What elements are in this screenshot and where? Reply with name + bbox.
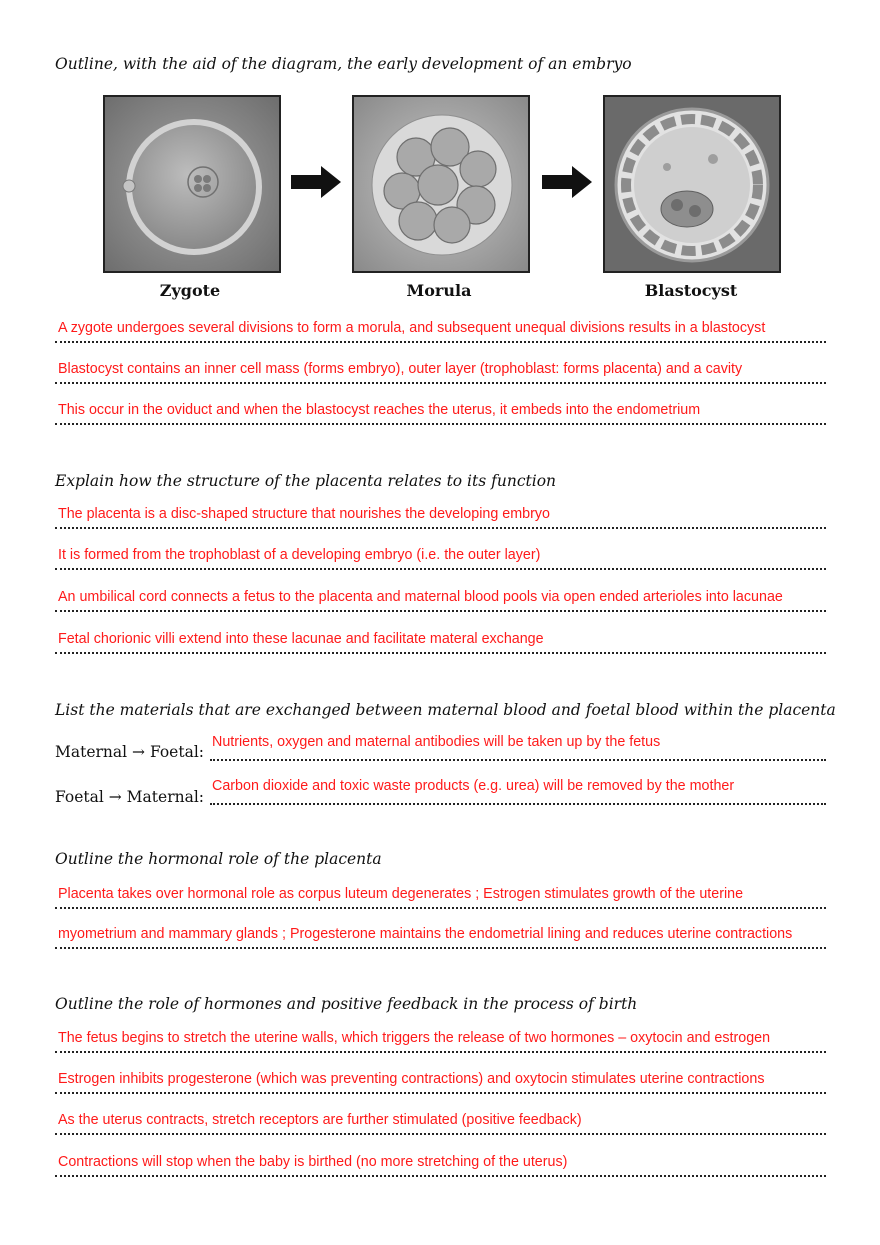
answer-line[interactable] (55, 1025, 826, 1053)
answer-text: Carbon dioxide and toxic waste products (e.g. urea) will be removed by the mother (212, 778, 735, 794)
answer-text: myometrium and mammary glands ; Progesterone maintains the endometrial lining and reduces uterine contractions (58, 926, 793, 942)
answer-line[interactable] (55, 1149, 826, 1177)
answer-text: Blastocyst contains an inner cell mass (forms embryo), outer layer (trophoblast: forms placenta) and a cavity (58, 361, 743, 377)
answer-text: The placenta is a disc-shaped structure that nourishes the developing embryo (58, 506, 550, 522)
answer-text: Nutrients, oxygen and maternal antibodies will be taken up by the fetus (212, 734, 661, 750)
answer-text: Estrogen inhibits progesterone (which was preventing contractions) and oxytocin stimulates uterine contractions (58, 1071, 765, 1087)
answer-text: A zygote undergoes several divisions to form a morula, and subsequent unequal divisions results in a blastocyst (58, 320, 766, 336)
question-embryo-development: Outline, with the aid of the diagram, the early development of an embryo (55, 55, 632, 73)
question-materials-exchanged: List the materials that are exchanged between maternal blood and foetal blood within the placenta (55, 701, 836, 719)
answer-line[interactable] (55, 397, 826, 425)
answer-line[interactable] (55, 356, 826, 384)
caption-morula: Morula (406, 281, 472, 300)
caption-zygote: Zygote (159, 281, 221, 300)
answer-text: An umbilical cord connects a fetus to the placenta and maternal blood pools via open ended arterioles into lacunae (58, 589, 783, 605)
caption-blastocyst: Blastocyst (644, 281, 738, 300)
answer-text: The fetus begins to stretch the uterine walls, which triggers the release of two hormones – oxytocin and estrogen (58, 1030, 771, 1046)
answer-line[interactable] (55, 584, 826, 612)
morula-image (352, 95, 530, 273)
answer-line[interactable] (55, 1107, 826, 1135)
arrow-right-icon (542, 166, 592, 198)
answer-text: Contractions will stop when the baby is birthed (no more stretching of the uterus) (58, 1154, 568, 1170)
blastocyst-image (603, 95, 781, 273)
label-foetal-to-maternal: Foetal → Maternal: (55, 788, 205, 806)
answer-line[interactable] (55, 1066, 826, 1094)
zygote-image (103, 95, 281, 273)
answer-text: Placenta takes over hormonal role as corpus luteum degenerates ; Estrogen stimulates growth of the uterine (58, 886, 744, 902)
answer-text: This occur in the oviduct and when the blastocyst reaches the uterus, it embeds into the endometrium (58, 402, 701, 418)
answer-line[interactable] (55, 921, 826, 949)
answer-line[interactable] (55, 315, 826, 343)
answer-line[interactable] (55, 626, 826, 654)
answer-line[interactable] (210, 733, 826, 761)
answer-text: Fetal chorionic villi extend into these lacunae and facilitate materal exchange (58, 631, 544, 647)
question-hormones-birth: Outline the role of hormones and positive feedback in the process of birth (55, 995, 638, 1013)
question-placenta-structure: Explain how the structure of the placenta relates to its function (55, 472, 557, 490)
answer-line[interactable] (55, 542, 826, 570)
answer-line[interactable] (55, 881, 826, 909)
arrow-right-icon (291, 166, 341, 198)
answer-text: As the uterus contracts, stretch receptors are further stimulated (positive feedback) (58, 1112, 582, 1128)
answer-line[interactable] (210, 777, 826, 805)
question-hormonal-role: Outline the hormonal role of the placenta (55, 850, 382, 868)
answer-line[interactable] (55, 501, 826, 529)
label-maternal-to-foetal: Maternal → Foetal: (55, 743, 205, 761)
answer-text: It is formed from the trophoblast of a developing embryo (i.e. the outer layer) (58, 547, 541, 563)
